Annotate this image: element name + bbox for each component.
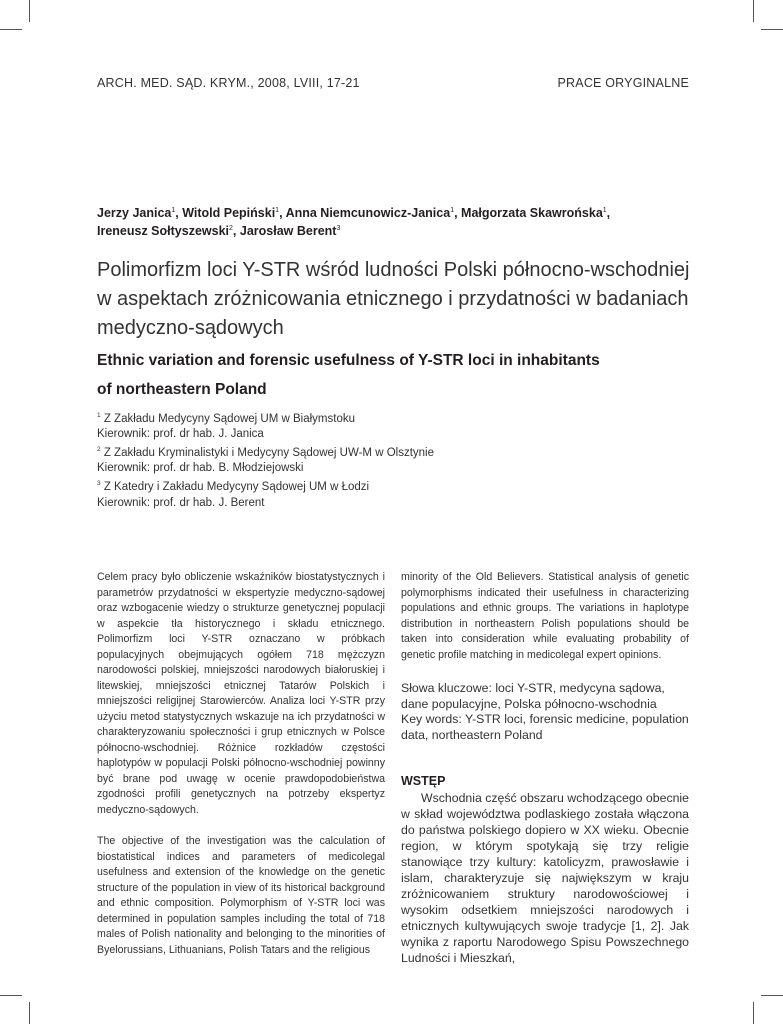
keywords-english: Key words: Y-STR loci, forensic medicine, population data, northeastern Poland [401,712,689,742]
author-affiliation-sup: 1 [450,207,455,214]
crop-mark [29,0,30,22]
intro-paragraph: Wschodnia część obszaru wchodzącego obecnie w skład województwa podlaskiego została włączona do państwa polskiego dopiero w XX wieku. Obecnie region, w którym spotykają się trzy religie stanowiące trzy kultury: katolicyzm, prawosławie i islam, charakteryzuje się największym w kraju zróżnicowaniem struktury narodowościowej i wysokim odsetkiem mniejszości narodowych i etnicznych kultywujących swoje tradycje [1, 2]. Jak wynika z raportu Narodowego Spisu Powszechnego Ludności i Mieszkań, [401,790,689,965]
author-name: Anna Niemcunowicz-Janica [285,206,451,221]
affiliation-item: $^3$ Z Katedry i Zakładu Medycyny Sądowej UM w Łodzi [97,480,370,494]
affiliation-head: Kierownik: prof. dr hab. J. Berent [97,496,265,509]
crop-mark [753,1002,754,1024]
crop-mark [0,995,22,996]
author-name: Jerzy Janica [97,206,172,221]
author-name: Jarosław Berent [239,224,337,239]
crop-mark [753,0,754,22]
author-affiliation-sup: 2 [229,225,233,233]
affiliation-item: $^1$ Z Zakładu Medycyny Sądowej UM w Białymstoku [97,412,355,425]
affiliation-item: $^2$ Z Zakładu Kryminalistyki i Medycyny Sądowej UW-M w Olsztynie [97,446,434,460]
author-name: Małgorzata Skawrońska [461,206,603,221]
abstract-english: The objective of the investigation was the calculation of biostatistical indices and parameters of medicolegal usefulness and extension of the knowledge on the genetic structure of the population in view of its historical background and ethnic composition. Polymorphism of Y-STR loci was determined in population samples including the total of 718 males of Polish nationality and belonging to the minorities of Byelorussians, Lithuanians, Polish Tatars and the religious [97,835,385,956]
affiliations [97,408,697,511]
left-column [97,570,385,974]
right-column [401,570,689,966]
author-name: Witold Pepiński [182,206,276,221]
keywords [401,681,689,743]
crop-mark [0,29,22,30]
author-affiliation-sup: 1 [602,207,607,214]
section-label: PRACE ORYGINALNE [557,76,689,90]
affiliation-head: Kierownik: prof. dr hab. B. Młodziejowski [97,462,304,475]
title-polish: Polimorfizm loci Y-STR wśród ludności Polski północno-wschodniej w aspektach zróżnicowania etnicznego i przydatności w badaniach medyczno-sądowych [97,259,690,339]
crop-mark [761,995,783,996]
affiliation-head: Kierownik: prof. dr hab. J. Janica [97,428,264,441]
crop-mark [761,29,783,30]
journal-citation: ARCH. MED. SĄD. KRYM., 2008, LVIII, 17-21 [97,76,360,90]
section-heading: WSTĘP [401,774,446,789]
abstract-polish: Celem pracy było obliczenie wskaźników biostatystycznych i parametrów przydatności w ekspertyzie medyczno-sądowej oraz wzbogacenie wiedzy o strukturze genetycznej populacji w aspekcie tła historycznego i składu etnicznego. Polimorfizm loci Y-STR oznaczano w próbkach populacyjnych obejmujących ogółem 718 mężczyzn narodowości polskiej, mniejszości narodowych białoruskiej i litewskiej, mniejszości etnicznej Tatarów Polskich i mniejszości religijnej Starowierców. Analiza loci Y-STR przy użyciu metod statystycznych wskazuje na ich przydatności w charakteryzowaniu społeczności i grup etnicznych w Polsce północno-wschodniej. Różnice rozkładów częstości haplotypów w populacji Polski północno-wschodniej powinny być brane pod uwagę w ocenie prawdopodobieństwa zgodności profili genetycznych na potrzeby ekspertyz medyczno-sądowych. [97,571,385,816]
author-affiliation-sup: 1 [275,207,280,214]
title-english: Ethnic variation and forensic usefulness of Y-STR loci in inhabitants of northeastern Poland [97,352,600,398]
author-name: Ireneusz Sołtyszewski [97,224,230,239]
keywords-polish: Słowa kluczowe: loci Y-STR, medycyna sądowa, dane populacyjne, Polska północno-wschodnia [401,681,665,711]
abstract-english-continued: minority of the Old Believers. Statistical analysis of genetic polymorphisms indicated their usefulness in characterizing populations and ethnic groups. The variations in haplotype distribution in northeastern Polish populations should be taken into consideration while evaluating probability of genetic profile matching in medicolegal expert opinions. [401,571,689,661]
author-affiliation-sup: 3 [336,225,341,233]
author-affiliation-sup: 1 [171,207,176,214]
crop-mark [29,1002,30,1024]
author-list: Jerzy Janica$^1$, Witold Pepiński$^1$, Anna Niemcunowicz-Janica$^1$, Małgorzata Skawrońska$^1$, Ireneusz Sołtyszewski$^2$, Jarosław Berent$^3$ [97,206,611,239]
